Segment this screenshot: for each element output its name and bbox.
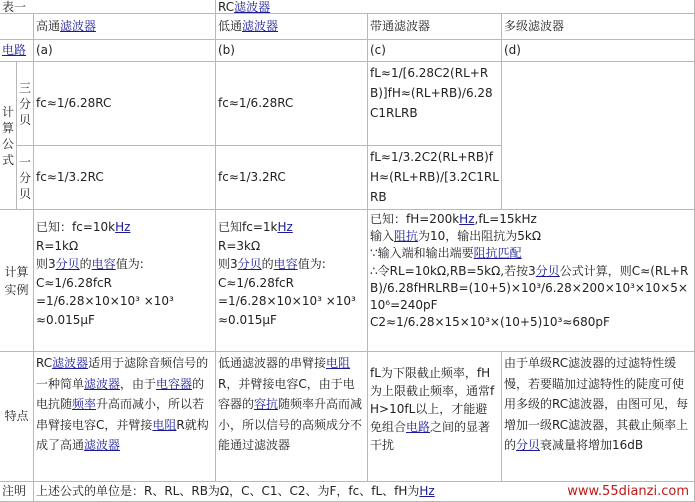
feature-a-t6: R就构成了高通: [36, 417, 209, 453]
feature-a-t1: RC: [36, 356, 53, 370]
filter-link[interactable]: 滤波器: [84, 438, 121, 453]
sub-1db: [17, 146, 34, 210]
formula-3db-a-text: fc≈1/6.28RC: [36, 96, 112, 111]
note-head-text: 注明: [2, 484, 27, 499]
capacitance-link[interactable]: 电容: [91, 257, 116, 272]
example-c-line2a: 输入: [370, 229, 395, 244]
table-title-cell: [0, 0, 216, 14]
decibel-link[interactable]: 分贝: [535, 263, 560, 278]
feature-a-t2: 适用于滤除音频信号的一种简单: [36, 356, 209, 391]
example-b: [216, 210, 368, 352]
sub-3db: [17, 62, 34, 146]
feature-a-t4: 的电抗随: [36, 376, 205, 412]
impedance-link[interactable]: 阻抗: [394, 229, 419, 244]
circuit-c-label: (c): [370, 43, 386, 58]
lowpass-filter-link[interactable]: 滤波器: [242, 19, 279, 34]
example-b-line3c: 值为:: [297, 257, 326, 272]
resistor-link[interactable]: 电阻: [152, 417, 177, 432]
impedance-matching-link[interactable]: 阻抗匹配: [473, 246, 522, 261]
hz-link[interactable]: Hz: [277, 220, 293, 234]
example-b-line6: ≈0.015μF: [218, 312, 277, 327]
formula-head-text: 计算公式: [2, 104, 15, 167]
highpass-label: 高通: [36, 19, 61, 34]
multistage-label: 多级滤波器: [504, 19, 565, 34]
highpass-filter-link[interactable]: 滤波器: [60, 19, 97, 34]
example-c-line1a: 已知：fH=200k: [370, 212, 460, 226]
site-watermark: www.55dianzi.com: [567, 484, 689, 499]
example-c-line4a: ∴令RL=10kΩ,RB=5kΩ,若按3: [370, 263, 536, 278]
formula-3db-b: [216, 62, 368, 146]
filter-link[interactable]: 滤波器: [84, 376, 121, 391]
example-head-text: 计算实例: [4, 264, 29, 297]
filter-link[interactable]: 滤波器: [52, 356, 89, 370]
example-a-line3c: 值为:: [115, 257, 144, 272]
sub-1db-text: 一分贝: [19, 154, 32, 201]
formula-3db-b-text: fc≈1/6.28RC: [218, 96, 294, 111]
feature-b-t2: R，并臂接电容C，由于电容器的: [218, 376, 355, 412]
bandpass-label: 带通滤波器: [370, 19, 431, 34]
example-c-line2b: 为10，输出阻抗为5kΩ: [418, 229, 542, 244]
circuit-d: [502, 40, 695, 62]
example-a-line5: =1/6.28×10×10³ ×10³: [36, 294, 174, 309]
example-c-line3a: ∵输入端和输出端要: [370, 246, 474, 261]
example-b-line4: C≈1/6.28fcR: [218, 275, 294, 290]
formula-1db-a: [34, 146, 216, 210]
table-title: 表一: [2, 0, 27, 14]
example-a-line4: C≈1/6.28fcR: [36, 275, 112, 290]
example-a-line6: ≈0.015μF: [36, 312, 95, 327]
example-a-line2: R=1kΩ: [36, 238, 79, 253]
circuit-link[interactable]: 电路: [406, 420, 431, 434]
example-a-line3b: 的: [79, 257, 92, 272]
circuit-b-label: (b): [218, 43, 235, 58]
example-c: [368, 210, 695, 352]
formula-1db-b-text: fc≈1/3.2RC: [218, 170, 286, 185]
note-head: [0, 482, 34, 502]
example-a: [34, 210, 216, 352]
example-b-line3b: 的: [261, 257, 274, 272]
feature-a: [34, 352, 216, 482]
feature-head: [0, 352, 34, 482]
header-lowpass: [216, 14, 368, 40]
lowpass-label: 低通: [218, 19, 243, 34]
decibel-link[interactable]: 分贝: [237, 257, 262, 272]
capacitive-reactance-link[interactable]: 容抗: [254, 397, 279, 412]
feature-head-text: 特点: [4, 409, 29, 424]
formula-1db-a-text: fc≈1/3.2RC: [36, 170, 104, 185]
feature-c: [368, 352, 502, 482]
hz-link[interactable]: Hz: [419, 484, 435, 499]
formula-3db-c-text: fL≈1/[6.28C2(RL+RB)]fH≈(RL+RB)/6.28C1RLRB: [370, 66, 493, 120]
feature-b: [216, 352, 368, 482]
hz-link[interactable]: Hz: [459, 212, 475, 226]
header-multistage: [502, 14, 695, 40]
example-b-line1: 已知fc=1k: [218, 220, 278, 234]
example-c-line1b: ,fL=15kHz: [474, 212, 537, 226]
feature-a-t5: 升高而减小，所以若串臂接电容C，并臂接: [36, 397, 205, 432]
example-head: [0, 210, 34, 352]
formula-1db-b: [216, 146, 368, 210]
feature-c-t1: fL为下限截止频率，fH为上限截止频率，通常fH>10fL以上，才能避免组合: [370, 366, 495, 434]
table-subtitle-cell: [216, 0, 695, 14]
decibel-link[interactable]: 分贝: [516, 438, 541, 453]
circuit-d-label: (d): [504, 43, 521, 58]
hz-link[interactable]: Hz: [115, 220, 131, 234]
example-b-line2: R=3kΩ: [218, 238, 261, 253]
example-c-line4b: 公式计算，则C≈(RL+RB)/6.28fHRLRB=(10+5)×10³/6.28×200×10³×10×5×10⁶=240pF: [370, 263, 689, 313]
circuit-b: [216, 40, 368, 62]
header-bandpass: [368, 14, 502, 40]
header-empty: [0, 14, 34, 40]
formula-3db-d: [502, 62, 695, 210]
resistor-link[interactable]: 电阻: [326, 356, 351, 370]
example-b-line3a: 则3: [218, 257, 238, 272]
formula-1db-c-text: fL≈1/3.2C2(RL+RB)fH≈(RL+RB)/[3.2C1RLRB: [370, 150, 499, 204]
formula-3db-a: [34, 62, 216, 146]
row-circuit-head: [0, 40, 34, 62]
filter-link[interactable]: 滤波器: [234, 0, 271, 14]
example-a-line1: 已知：fc=10k: [36, 220, 116, 234]
note-text: 上述公式的单位是：R、RL、RB为Ω，C、C1、C2、为F，fc、fL、fH为: [36, 484, 420, 499]
feature-c-t2: 之间的显著干扰: [370, 420, 491, 452]
frequency-link[interactable]: 频率: [72, 397, 97, 412]
capacitance-link[interactable]: 电容: [273, 257, 298, 272]
example-c-line5: C2≈1/6.28×15×10³×(10+5)10³≈680pF: [370, 315, 610, 330]
formula-head: [0, 62, 17, 210]
formula-1db-c: [368, 146, 502, 210]
table-subtitle-prefix: RC: [218, 0, 235, 14]
feature-d-t1: 由于单级RC滤波器的过滤特性缓慢，若要瞄加过滤特性的陡度可使用多级的RC滤波器，由图可见，每增加一级RC滤波器，其截止频率上的: [504, 356, 689, 453]
sub-3db-text: 三分贝: [19, 80, 32, 127]
feature-a-t3: ，由于: [120, 376, 157, 391]
circuit-link[interactable]: 电路: [2, 43, 27, 58]
decibel-link[interactable]: 分贝: [55, 257, 80, 272]
feature-b-t3: 随频率升高而减小，所以信号的高频成分不能通过滤波器: [218, 397, 363, 453]
feature-b-t1: 低通滤波器的串臂接: [218, 356, 327, 370]
feature-d-t2: 衰减量将增加16dB: [540, 438, 644, 453]
header-highpass: [34, 14, 216, 40]
example-a-line3a: 则3: [36, 257, 56, 272]
capacitor-link[interactable]: 电容器: [156, 376, 193, 391]
circuit-a-label: (a): [36, 43, 53, 58]
circuit-c: [368, 40, 502, 62]
formula-3db-c: [368, 62, 502, 146]
feature-d: [502, 352, 695, 482]
example-b-line5: =1/6.28×10×10³ ×10³: [218, 294, 356, 309]
circuit-a: [34, 40, 216, 62]
